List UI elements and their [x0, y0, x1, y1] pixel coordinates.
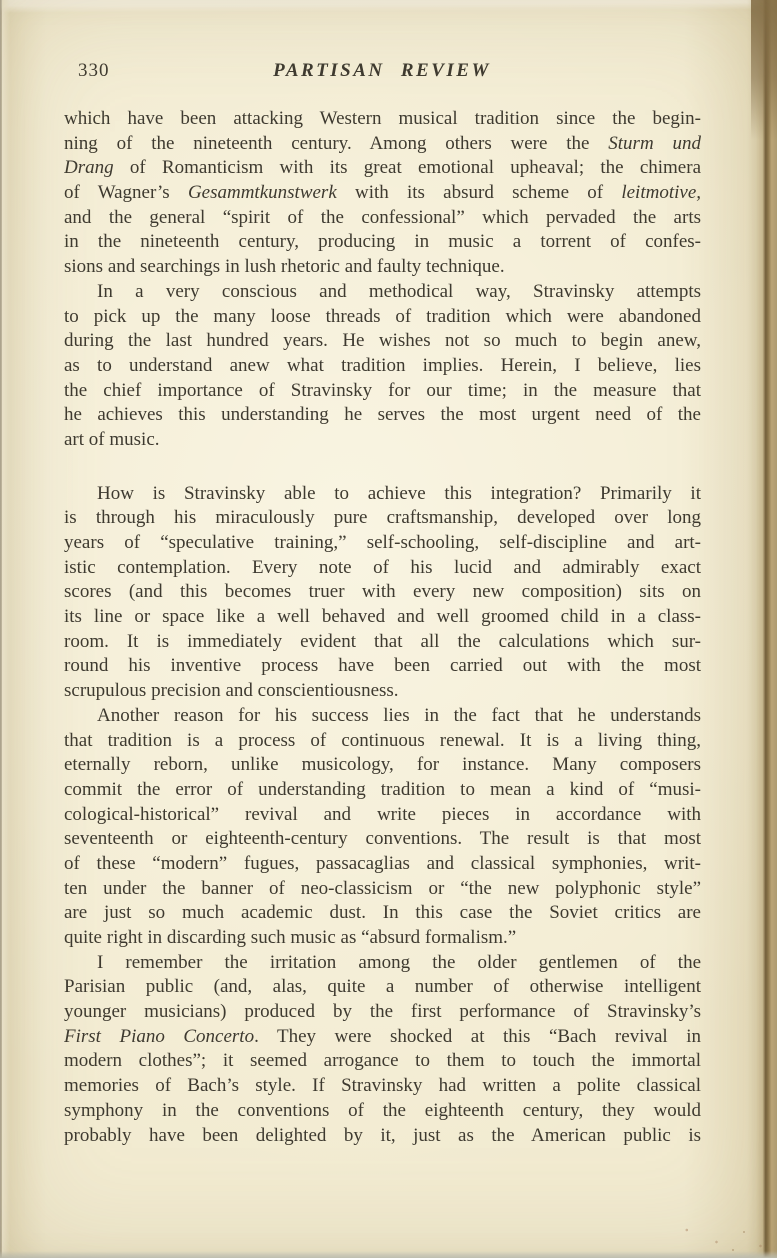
text-segment: seventeenth or eighteenth-century conventions. The result is that most — [64, 828, 701, 850]
paragraph — [64, 951, 701, 1149]
text-line — [64, 975, 701, 1000]
text-segment: he achieves this understanding he serves the most urgent need of the — [64, 404, 701, 426]
text-line — [64, 803, 701, 828]
italic-text-segment: First Piano Concerto — [64, 1025, 255, 1047]
italic-text-segment: Gesammtkunstwerk — [187, 182, 337, 204]
text-segment: its line or space like a well behaved and well groomed child in a class- — [64, 606, 701, 628]
text-segment: I remember the irritation among the older gentlemen of the — [97, 951, 701, 973]
text-line — [64, 305, 701, 330]
text-segment: Parisian public (and, alas, quite a number of otherwise intelligent — [64, 976, 701, 998]
text-line — [64, 206, 701, 231]
text-line — [64, 255, 701, 280]
text-segment: modern clothes”; it seemed arrogance to them to touch the immortal — [64, 1050, 701, 1072]
text-line — [64, 778, 701, 803]
text-line — [64, 556, 701, 581]
text-segment: istic contemplation. Every note of his lucid and admirably exact — [64, 556, 701, 578]
text-line — [64, 379, 701, 404]
text-segment: as to understand anew what tradition implies. Herein, I believe, lies — [64, 354, 701, 376]
text-line — [64, 951, 701, 976]
text-segment: art of music. — [64, 428, 160, 450]
page-number: 330 — [78, 60, 110, 81]
paper-speckles — [667, 1218, 777, 1258]
italic-text-segment: Sturm und — [608, 132, 701, 154]
text-line — [64, 753, 701, 778]
text-segment: symphony in the conventions of the eighteenth century, they would — [64, 1099, 701, 1121]
text-segment: How is Stravinsky able to achieve this integration? Primarily it — [97, 482, 701, 504]
text-line — [64, 506, 701, 531]
text-segment: is through his miraculously pure craftsmanship, developed over long — [64, 507, 701, 529]
text-segment: round his inventive process have been carried out with the most — [64, 655, 701, 677]
text-line — [64, 230, 701, 255]
text-segment: years of “speculative training,” self-schooling, self-discipline and art- — [64, 532, 701, 553]
running-head — [64, 60, 700, 84]
italic-text-segment: leitmotive, — [621, 182, 701, 204]
text-line — [64, 531, 701, 556]
text-line — [64, 156, 701, 181]
text-line — [64, 704, 701, 729]
text-line — [64, 1049, 701, 1074]
book-right-edge-corner-shadow — [751, 0, 777, 140]
text-line — [64, 729, 701, 754]
book-right-edge — [747, 0, 777, 1258]
text-segment: sions and searchings in lush rhetoric and faulty technique. — [64, 256, 505, 278]
text-line — [64, 1124, 701, 1149]
text-segment: and the general “spirit of the confessional” which pervaded the arts — [64, 206, 701, 228]
text-segment: the chief importance of Stravinsky for our time; in the measure that — [64, 379, 701, 401]
paragraph — [64, 704, 701, 951]
text-line — [64, 852, 701, 877]
paragraph — [64, 482, 701, 704]
text-segment: ten under the banner of neo-classicism or “the new polyphonic style” — [64, 877, 701, 899]
text-segment: in the nineteenth century, producing in music a torrent of confes- — [64, 231, 701, 253]
text-line — [64, 827, 701, 852]
text-segment: of Romanticism with its great emotional upheaval; the chimera — [113, 157, 701, 179]
text-segment: scrupulous precision and conscientiousness. — [64, 680, 399, 702]
text-segment: memories of Bach’s style. If Stravinsky had written a polite classical — [64, 1075, 701, 1097]
text-line — [64, 926, 701, 951]
paragraph — [64, 280, 701, 453]
text-line — [64, 132, 701, 157]
text-segment: quite right in discarding such music as “absurd formalism.” — [64, 927, 517, 948]
text-line — [64, 354, 701, 379]
text-line — [64, 1000, 701, 1025]
text-line — [64, 181, 701, 206]
text-line — [64, 107, 701, 132]
text-segment: of Wagner’s — [64, 182, 188, 204]
text-line — [64, 403, 701, 428]
text-line — [64, 654, 701, 679]
text-segment: of these “modern” fugues, passacaglias and classical symphonies, writ- — [64, 852, 701, 874]
text-segment: eternally reborn, unlike musicology, for instance. Many composers — [64, 754, 701, 776]
text-segment: ning of the nineteenth century. Among others were the — [64, 132, 609, 154]
text-line — [64, 630, 701, 655]
text-line — [64, 1099, 701, 1124]
text-line — [64, 877, 701, 902]
text-segment: Another reason for his success lies in the fact that he understands — [97, 704, 701, 726]
text-segment: room. It is immediately evident that all the calculations which sur- — [64, 630, 701, 652]
page-left-edge-highlight — [2, 0, 10, 1258]
paragraph — [64, 107, 701, 280]
text-segment: scores (and this becomes truer with every new composition) sits on — [64, 581, 701, 603]
text-segment: with its absurd scheme of — [336, 182, 622, 204]
scan-bottom-edge — [0, 1251, 777, 1258]
text-line — [64, 1074, 701, 1099]
page-body — [64, 107, 701, 1148]
text-segment: younger musicians) produced by the first performance of Stravinsky’s — [64, 1001, 701, 1023]
text-line — [64, 428, 701, 453]
text-line — [64, 580, 701, 605]
text-line — [64, 280, 701, 305]
text-line — [64, 605, 701, 630]
text-segment: . They were shocked at this “Bach revival in — [254, 1025, 701, 1047]
italic-text-segment: Drang — [64, 157, 114, 179]
text-segment: which have been attacking Western musical tradition since the begin- — [64, 108, 701, 129]
text-segment: are just so much academic dust. In this case the Soviet critics are — [64, 902, 701, 924]
page-top-edge-highlight — [0, 0, 761, 13]
text-segment: commit the error of understanding tradition to mean a kind of “musi- — [64, 778, 701, 800]
text-line — [64, 482, 701, 507]
text-segment: during the last hundred years. He wishes not so much to begin anew, — [64, 330, 701, 352]
journal-title: PARTISAN REVIEW — [273, 60, 491, 81]
text-segment: to pick up the many loose threads of tradition which were abandoned — [64, 305, 701, 327]
text-segment: In a very conscious and methodical way, Stravinsky attempts — [97, 280, 701, 302]
text-segment: probably have been delighted by it, just as the American public is — [64, 1124, 701, 1146]
text-line — [64, 679, 701, 704]
text-line — [64, 901, 701, 926]
text-segment: cological-historical” revival and write pieces in accordance with — [64, 803, 701, 825]
text-segment: that tradition is a process of continuous renewal. It is a living thing, — [64, 729, 701, 751]
text-line — [64, 1025, 701, 1050]
text-line — [64, 329, 701, 354]
